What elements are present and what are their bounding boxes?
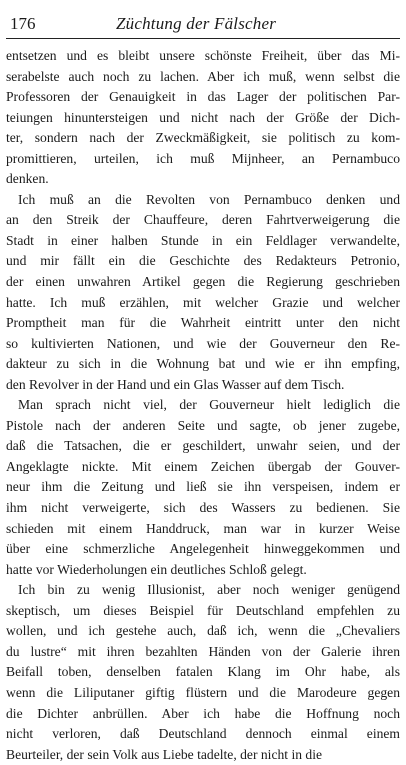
text-line: und mir fällt ein die Geschichte des Redakteurs Petronio, xyxy=(6,253,400,269)
text-line: hatte vor Wiederholungen ein deutliches Schloß gelegt. xyxy=(6,561,307,577)
text-line: nicht verloren, daß Deutschland dennoch einmal einem xyxy=(6,726,400,742)
text-line: hatte. Ich muß erzählen, mit welcher Grazie und welcher xyxy=(6,294,400,310)
text-line: an den Streik der Chauffeure, deren Fahrtverweigerung die xyxy=(6,212,400,228)
body-text xyxy=(6,46,400,765)
text-line: teiungen hinuntersteigen und nicht nach der Größe der Dich- xyxy=(6,109,400,125)
text-line: schieden mit einem Handdruck, man war in kurzer Weise xyxy=(6,520,400,536)
text-line: ihm nicht verweigerte, sich des Wassers zu bedienen. Sie xyxy=(6,500,400,516)
text-line: Beifall toben, denselben fatalen Klang im Ohr habe, als xyxy=(6,664,400,680)
header-rule xyxy=(6,38,400,39)
text-line: Pistole nach der anderen Seite und sagte, ob jener zugebe, xyxy=(6,417,400,433)
text-line: wollen, und ich gestehe auch, daß ich, wenn die „Chevaliers xyxy=(6,623,400,639)
text-line: Ich muß an die Revolten von Pernambuco denken und xyxy=(18,191,400,207)
text-line: Man sprach nicht viel, der Gouverneur hielt lediglich die xyxy=(18,397,400,413)
text-line: Professoren der Genauigkeit in das Lager der politischen Par- xyxy=(6,89,400,105)
text-line: entsetzen und es bleibt unsere schönste Freiheit, über das Mi- xyxy=(6,48,400,63)
text-line: serabelste auch noch zu lachen. Aber ich muß, wenn selbst die xyxy=(6,68,400,84)
text-line: die Dichter anbrüllen. Aber ich habe die Hoffnung noch xyxy=(6,705,400,721)
text-line: den Revolver in der Hand und ein Glas Wasser auf dem Tisch. xyxy=(6,376,345,392)
text-line: du lustre“ mit ihren bezahlten Händen von der Galerie ihren xyxy=(6,643,400,659)
book-page xyxy=(6,0,400,762)
page-number: 176 xyxy=(10,14,36,33)
text-line: dakteur zu sich in die Wohnung bat und wie er ihn empfing, xyxy=(6,356,400,372)
text-line: über eine schmerzliche Angelegenheit hinweggekommen und xyxy=(6,541,400,557)
text-line: so kultivierten Nationen, und wie der Gouverneur den Re- xyxy=(6,335,400,351)
text-line: Beurteiler, der sein Volk aus Liebe tadelte, der nicht in die xyxy=(6,746,323,762)
text-line: Promptheit man für die Wahrheit eintritt unter den nicht xyxy=(6,315,400,331)
text-line: denken. xyxy=(6,171,49,187)
text-line: skeptisch, um dieses Beispiel für Deutschland empfehlen zu xyxy=(6,602,400,618)
text-line: promittieren, urteilen, ich muß Mijnheer, an Pernambuco xyxy=(6,150,400,166)
text-line: der einen unwahren Artikel gegen die Regierung geschrieben xyxy=(6,274,400,290)
running-title: Züchtung der Fälscher xyxy=(116,14,277,33)
page-header xyxy=(6,14,400,36)
text-line: Ich bin zu wenig Illusionist, aber noch weniger genügend xyxy=(18,582,400,598)
text-line: Angeklagte nickte. Mit einem Zeichen übergab der Gouver- xyxy=(6,458,400,474)
text-line: neur ihm die Zeitung und ließ sie ihn verspeisen, indem er xyxy=(6,479,400,495)
text-line: Stadt in einer halben Stunde in ein Feldlager verwandelte, xyxy=(6,232,400,248)
text-line: wenn die Liliputaner giftig flüstern und die Marodeure gegen xyxy=(6,684,400,700)
text-line: ter, sondern nach der Zweckmäßigkeit, sie politisch zu kom- xyxy=(6,130,400,146)
text-line: daß die Tatsachen, die er geschildert, unwahr seien, und der xyxy=(6,438,400,454)
